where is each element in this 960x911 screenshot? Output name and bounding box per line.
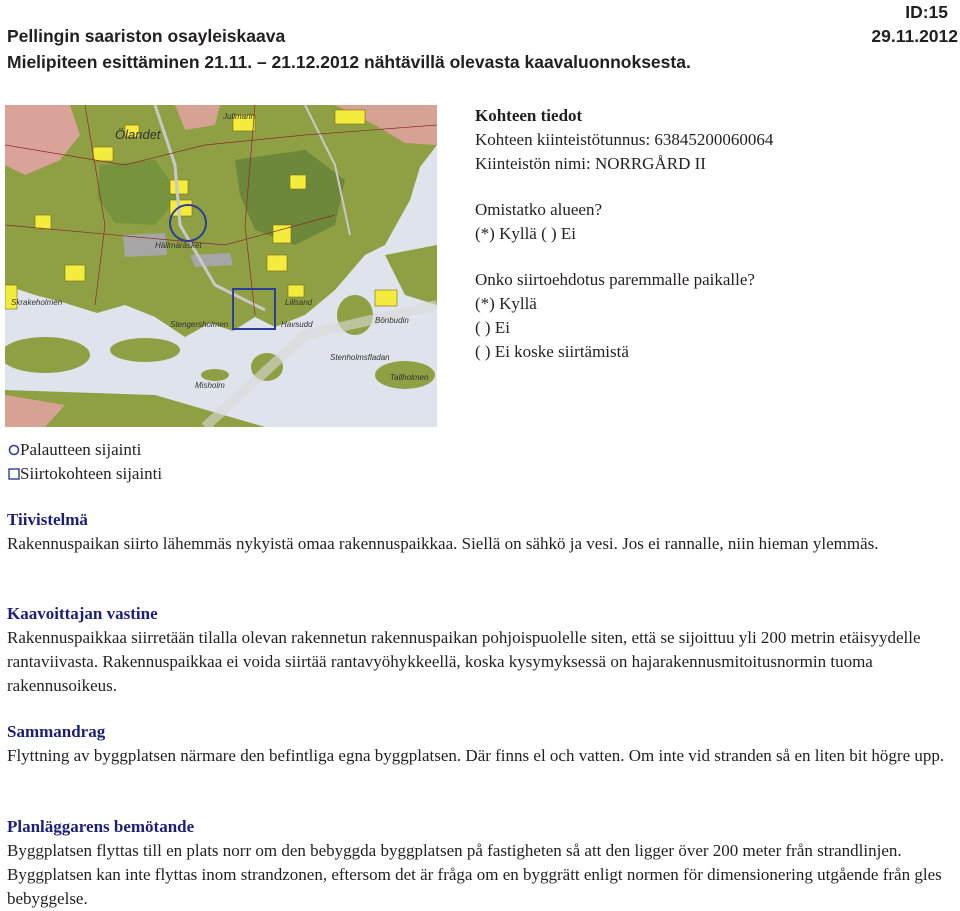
planner-response-sv-section (7, 815, 952, 911)
property-id: Kohteen kiinteistötunnus: 63845200060064 (475, 130, 774, 149)
feedback-id: ID:15 (905, 2, 948, 22)
map-label: Jullmarin (223, 112, 256, 121)
map-label: Ölandet (115, 127, 161, 142)
summary-sv-text: Flyttning av byggplatsen närmare den befintliga egna byggplatsen. Där finns el och vatten. Om inte vid stranden så en liten bit högre upp. (7, 746, 945, 765)
location-map (5, 105, 437, 427)
document-title: Pellingin saariston osayleiskaava (7, 26, 286, 46)
map-image (5, 105, 437, 427)
circle-icon (7, 444, 20, 456)
property-info (475, 104, 773, 364)
map-label: Lillsand (285, 298, 313, 307)
relocation-option-yes: (*) Kyllä (475, 294, 537, 313)
ownership-question: Omistatko alueen? (475, 200, 602, 219)
map-label: Misholm (195, 381, 225, 390)
map-label: Stenholmsfladan (330, 353, 390, 362)
map-label: Bönbudin (375, 316, 409, 325)
relocation-question: Onko siirtoehdotus paremmalle paikalle? (475, 270, 755, 289)
summary-sv-section (7, 720, 952, 768)
summary-heading: Tiivistelmä (7, 510, 88, 529)
map-label: Havsudd (281, 320, 313, 329)
legend-feedback (7, 438, 162, 462)
planner-response-section (7, 602, 952, 698)
planner-response-heading: Kaavoittajan vastine (7, 604, 158, 623)
summary-section (7, 508, 952, 556)
ownership-answer: (*) Kyllä ( ) Ei (475, 224, 577, 243)
planner-response-text: Rakennuspaikkaa siirretään tilalla olevan rakennetun rakennuspaikan pohjoispuolelle siten, että se sijoittuu yli 200 metrin etäisyydelle rantaviivasta. Rakennuspaikkaa ei voida siirtää rantavyöhykkeellä, koska kysymyksessä on hajarakennusmitoitusnormin tuoma rakennusoikeus. (7, 628, 921, 695)
square-icon (7, 468, 20, 480)
legend-transfer (7, 462, 162, 486)
map-label: Hällmäräsket (155, 241, 202, 250)
summary-text: Rakennuspaikan siirto lähemmäs nykyistä omaa rakennuspaikkaa. Siellä on sähkö ja vesi. Jos ei rannalle, niin hieman ylemmäs. (7, 534, 879, 553)
map-label: Stengersholmen (170, 320, 229, 329)
map-label: Skrakeholmen (11, 298, 63, 307)
property-name: Kiinteistön nimi: NORRGÅRD II (475, 154, 706, 173)
planner-response-sv-heading: Planläggarens bemötande (7, 817, 195, 836)
feedback-date: 29.11.2012 (871, 26, 958, 46)
map-legend (7, 438, 162, 486)
planner-response-sv-text: Byggplatsen flyttas till en plats norr om den bebyggda byggplatsen på fastigheten så att den ligger över 200 meter från strandlinjen. Byggplatsen kan inte flyttas inom strandzonen, eftersom det är fråga om en byggrätt enligt normen för dimensionering utgående från gles bebyggelse. (7, 841, 942, 908)
map-label: Tallholmen (390, 373, 429, 382)
document-subtitle: Mielipiteen esittäminen 21.11. – 21.12.2012 nähtävillä olevasta kaavaluonnoksesta. (7, 52, 691, 72)
relocation-option-na: ( ) Ei koske siirtämistä (475, 342, 629, 361)
legend-transfer-label: Siirtokohteen sijainti (20, 464, 163, 483)
relocation-option-no: ( ) Ei (475, 318, 510, 337)
property-info-heading: Kohteen tiedot (475, 106, 583, 125)
summary-sv-heading: Sammandrag (7, 722, 106, 741)
legend-feedback-label: Palautteen sijainti (20, 440, 142, 459)
